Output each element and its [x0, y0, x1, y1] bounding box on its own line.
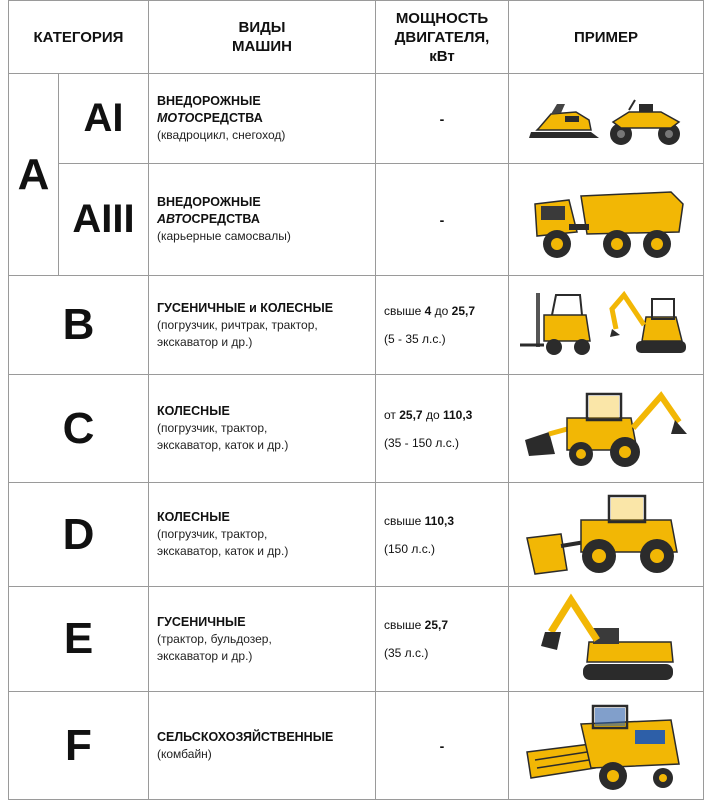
- subcategory-aiii-label: AIII: [72, 197, 135, 241]
- b-power-kw: [384, 304, 508, 318]
- b-power: [375, 275, 509, 375]
- e-power-pre: свыше: [384, 618, 425, 632]
- ai-power-value: -: [439, 110, 445, 127]
- ai-example: [508, 73, 704, 164]
- header-machine-types: [148, 0, 376, 74]
- b-title: ГУСЕНИЧНЫЕ и КОЛЕСНЫЕ: [157, 300, 334, 315]
- forklift-and-mini-excavator-icon: [516, 285, 696, 365]
- category-d-letter: D: [62, 509, 95, 559]
- c-title: КОЛЕСНЫЕ: [157, 404, 230, 418]
- header-category: [8, 0, 149, 74]
- ai-description: [148, 73, 376, 164]
- header-example-label: ПРИМЕР: [573, 28, 639, 46]
- category-a-letter: A: [17, 149, 50, 199]
- ai-title-line2: [157, 110, 375, 127]
- b-power-pre: свыше: [384, 304, 425, 318]
- wheel-dozer-icon: [521, 490, 691, 580]
- aiii-description: [148, 163, 376, 276]
- ai-title-em: МОТО: [157, 111, 195, 125]
- e-example: [508, 586, 704, 692]
- aiii-example: [508, 163, 704, 276]
- header-example: [508, 0, 704, 74]
- snowmobile-and-atv-icon: [521, 84, 691, 154]
- aiii-note: (карьерные самосвалы): [157, 229, 291, 243]
- category-e: [8, 586, 149, 692]
- c-power-hp: (35 - 150 л.с.): [384, 435, 460, 450]
- ai-title: [157, 93, 375, 110]
- subcategory-aiii: [58, 163, 149, 276]
- e-power: [375, 586, 509, 692]
- b-note-line2: экскаватор и др.): [157, 334, 253, 349]
- aiii-title: [157, 194, 375, 211]
- e-power-kw: [384, 618, 508, 632]
- c-description: [148, 374, 376, 483]
- c-power-kw: [384, 408, 508, 422]
- e-power-value: 25,7: [424, 618, 448, 632]
- c-note-line1: (погрузчик, трактор,: [157, 421, 268, 435]
- d-power-kw: [384, 514, 508, 528]
- aiii-title-post: СРЕДСТВА: [191, 212, 260, 226]
- category-b-letter: B: [62, 300, 95, 349]
- d-note-line1: (погрузчик, трактор,: [157, 527, 268, 541]
- d-title: КОЛЕСНЫЕ: [157, 510, 230, 524]
- category-d: [8, 482, 149, 587]
- d-description: [148, 482, 376, 587]
- crawler-excavator-icon: [531, 592, 681, 686]
- header-power-line2: ДВИГАТЕЛЯ,: [394, 28, 490, 46]
- c-power-pre: от: [384, 407, 400, 422]
- subcategory-ai-label: AI: [83, 96, 124, 140]
- category-a: [8, 73, 59, 276]
- d-example: [508, 482, 704, 587]
- articulated-dump-truck-icon: [521, 174, 691, 266]
- category-b: [8, 275, 149, 375]
- header-types-line1: ВИДЫ: [238, 19, 286, 36]
- b-power-to: 25,7: [451, 304, 476, 318]
- c-power-mid: до: [422, 407, 443, 422]
- header-engine-power: [375, 0, 509, 74]
- category-f-letter: F: [65, 720, 92, 770]
- f-example: [508, 691, 704, 800]
- c-note-line2: экскаватор, каток и др.): [157, 438, 289, 452]
- subcategory-ai: [58, 73, 149, 164]
- aiii-power-value: -: [439, 211, 445, 228]
- ai-note: (квадроцикл, снегоход): [157, 128, 286, 142]
- c-example: [508, 374, 704, 483]
- e-description: [148, 586, 376, 692]
- header-category-label: КАТЕГОРИЯ: [33, 28, 124, 46]
- c-power-to: 110,3: [442, 407, 473, 422]
- e-title: ГУСЕНИЧНЫЕ: [157, 614, 246, 629]
- b-power-from: 4: [424, 304, 432, 318]
- f-power-value: -: [439, 737, 445, 754]
- b-note-line1: (погрузчик, ричтрак, трактор,: [157, 317, 318, 332]
- aiii-title-line2: [157, 211, 375, 228]
- ai-title-pre: ВНЕДОРОЖНЫЕ: [157, 94, 261, 108]
- header-power-line3: кВт: [429, 47, 455, 65]
- c-power: [375, 374, 509, 483]
- d-power: [375, 482, 509, 587]
- header-power-line1: МОЩНОСТЬ: [395, 9, 489, 27]
- category-c: [8, 374, 149, 483]
- f-power: [375, 691, 509, 800]
- ai-title-post: СРЕДСТВА: [194, 111, 263, 125]
- d-power-value: 110,3: [424, 513, 455, 528]
- b-example: [508, 275, 704, 375]
- f-note: (комбайн): [157, 746, 212, 761]
- e-note-line1: (трактор, бульдозер,: [157, 631, 272, 646]
- category-c-letter: C: [62, 403, 95, 453]
- category-f: [8, 691, 149, 800]
- d-power-hp: (150 л.с.): [384, 541, 436, 556]
- b-power-mid: до: [431, 304, 452, 318]
- aiii-title-em: АВТО: [157, 212, 192, 226]
- aiii-title-pre: ВНЕДОРОЖНЫЕ: [157, 195, 261, 209]
- combine-harvester-icon: [521, 698, 691, 794]
- f-title: СЕЛЬСКОХОЗЯЙСТВЕННЫЕ: [157, 729, 334, 744]
- backhoe-loader-icon: [521, 384, 691, 474]
- f-description: [148, 691, 376, 800]
- e-note-line2: экскаватор и др.): [157, 648, 253, 663]
- ai-power: [375, 73, 509, 164]
- e-power-hp: (35 л.с.): [384, 646, 429, 660]
- c-power-from: 25,7: [399, 407, 423, 422]
- header-types-line2: МАШИН: [231, 38, 292, 55]
- d-power-pre: свыше: [384, 513, 425, 528]
- aiii-power: [375, 163, 509, 276]
- category-e-letter: E: [63, 614, 94, 663]
- b-power-hp: (5 - 35 л.с.): [384, 332, 446, 346]
- d-note-line2: экскаватор, каток и др.): [157, 544, 289, 558]
- b-description: [148, 275, 376, 375]
